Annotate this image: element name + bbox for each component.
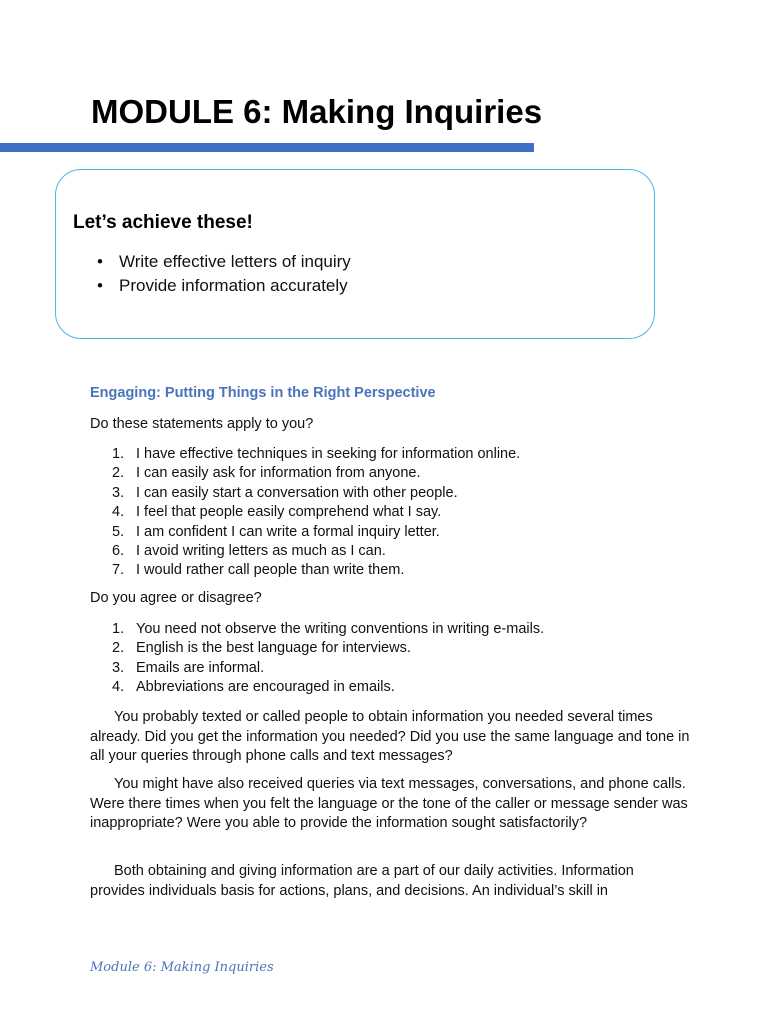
engaging-section-heading: Engaging: Putting Things in the Right Perspective	[90, 385, 436, 401]
goal-text: Provide information accurately	[119, 276, 348, 295]
statements-prompt: Do these statements apply to you?	[90, 416, 314, 432]
claim-item	[112, 620, 544, 639]
item-text: I have effective techniques in seeking for information online.	[136, 446, 521, 462]
statement-item	[112, 464, 520, 483]
claim-item	[112, 659, 544, 678]
statement-item	[112, 484, 520, 503]
goal-item	[97, 250, 351, 274]
item-number: 3.	[112, 659, 125, 676]
module-title: MODULE 6: Making Inquiries	[91, 93, 543, 130]
statement-item	[112, 445, 520, 464]
item-text: I can easily ask for information from anyone.	[136, 465, 421, 482]
goal-text: Write effective letters of inquiry	[119, 252, 351, 271]
item-number: 1.	[112, 621, 125, 637]
item-text: Emails are informal.	[136, 659, 265, 676]
statement-item	[112, 503, 520, 522]
claim-item	[112, 639, 544, 658]
item-number: 1.	[112, 446, 125, 462]
item-text: I feel that people easily comprehend what I say.	[136, 504, 442, 521]
item-text: You need not observe the writing conventions in writing e-mails.	[136, 621, 545, 637]
bullet-icon: •	[97, 252, 103, 271]
statement-item	[112, 561, 520, 580]
item-number: 3.	[112, 484, 125, 501]
learning-goals-box	[55, 169, 655, 339]
bullet-icon: •	[97, 276, 103, 295]
item-text: Abbreviations are encouraged in emails.	[136, 679, 395, 696]
statements-list	[112, 445, 520, 581]
item-number: 2.	[112, 640, 125, 657]
statement-item	[112, 542, 520, 561]
item-number: 6.	[112, 543, 125, 560]
item-number: 5.	[112, 523, 125, 540]
item-number: 4.	[112, 679, 125, 696]
item-number: 7.	[112, 562, 125, 579]
item-number: 2.	[112, 465, 125, 482]
statement-item	[112, 523, 520, 542]
page-footer: Module 6: Making Inquiries	[90, 960, 274, 975]
body-paragraph: You might have also received queries via text messages, conversations, and phone calls. Were there times when you felt the language or the tone of the caller or message sender was inappropriate? Were you able to provide the information sought satisfactorily?	[90, 776, 688, 831]
goal-item	[97, 274, 351, 298]
item-text: I am confident I can write a formal inquiry letter.	[136, 523, 440, 540]
item-text: I would rather call people than write them.	[136, 562, 405, 579]
item-number: 4.	[112, 504, 125, 521]
claim-item	[112, 678, 544, 697]
item-text: I can easily start a conversation with other people.	[136, 484, 458, 501]
body-paragraph: Both obtaining and giving information are a part of our daily activities. Information provides individuals basis for actions, plans, and decisions. An individual’s skill in	[90, 863, 634, 899]
body-paragraph: You probably texted or called people to obtain information you needed several times already. Did you get the information you needed? Did you use the same language and tone in all your queries through phone calls and text messages?	[90, 709, 690, 764]
agree-disagree-prompt: Do you agree or disagree?	[90, 590, 262, 606]
goals-list	[97, 250, 351, 298]
item-text: I avoid writing letters as much as I can.	[136, 543, 386, 560]
claims-list	[112, 620, 544, 698]
title-underline-bar	[0, 143, 534, 152]
goals-heading: Let’s achieve these!	[73, 212, 253, 233]
item-text: English is the best language for interviews.	[136, 640, 411, 657]
